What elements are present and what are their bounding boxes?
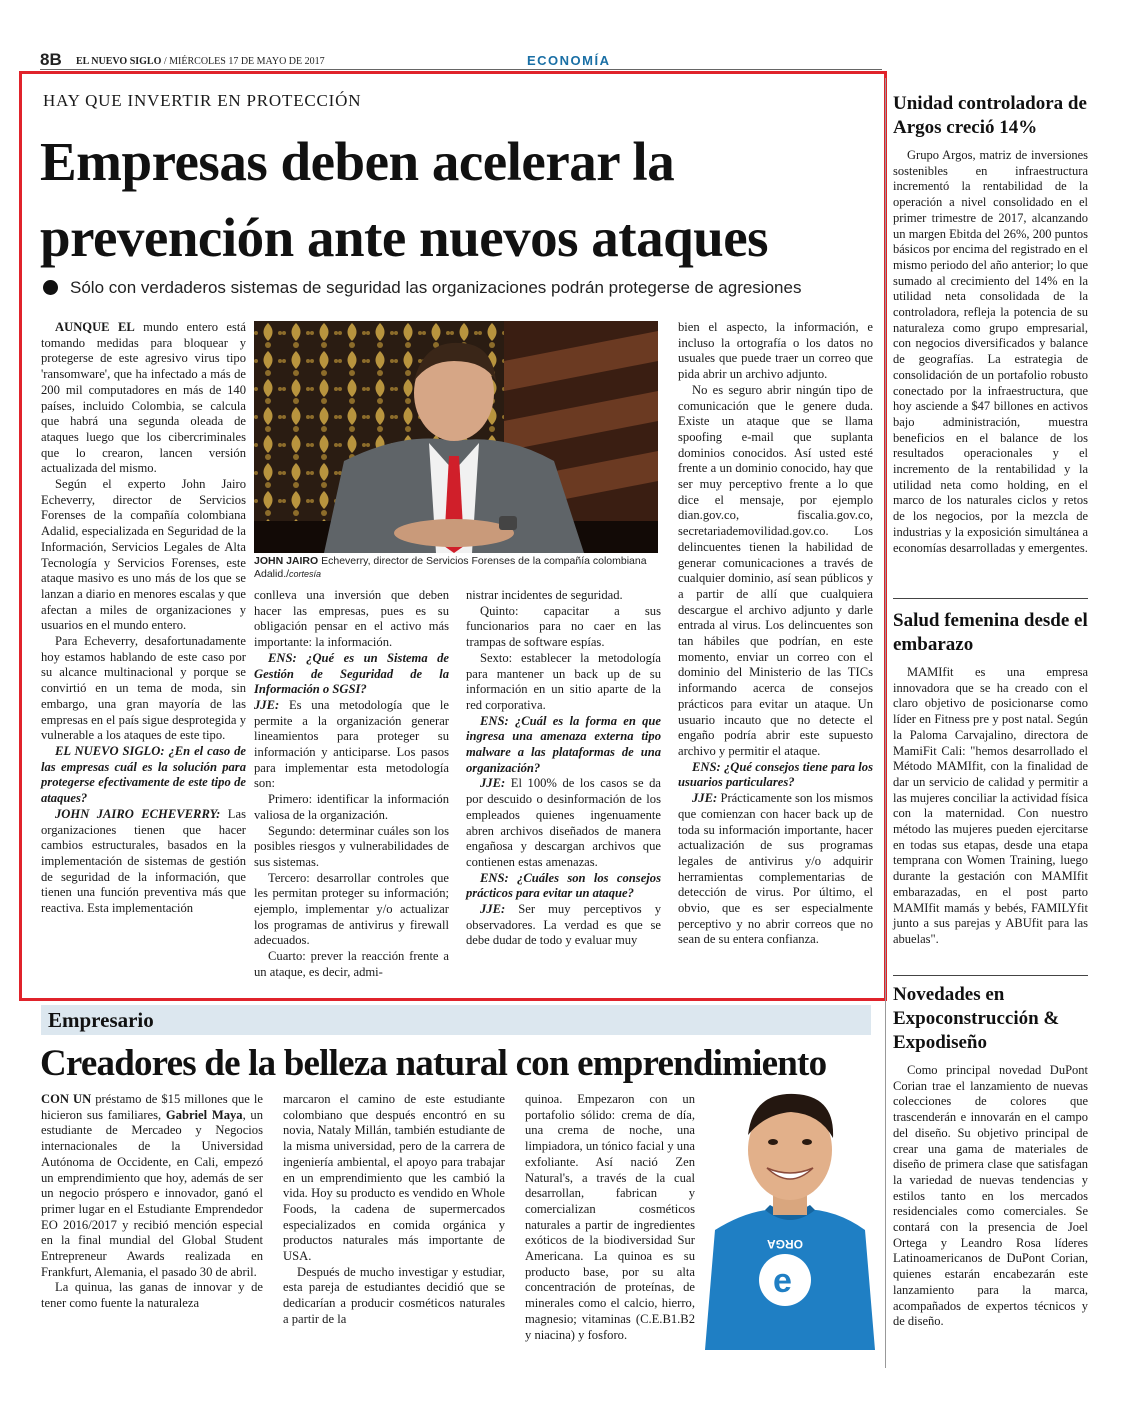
- photo-caption: [254, 555, 658, 581]
- brief-title: Novedades en Expoconstrucción & Expodiseño: [893, 984, 1060, 1053]
- shirt-text: ORGA: [767, 1237, 803, 1251]
- speaker-label: JJE:: [480, 902, 506, 917]
- paragraph: No es seguro abrir ningún tipo de comunicación que le genere duda. Existe un ataque que se llama spoofing e-mail que suplanta dominios conocidos. Así usted esté frente a un dominio conocido, hay que ser muy perceptivo frente a lo que dice el mensaje, por ejemplo dian.gov.co, fiscalia.gov.co, secretariademovilidad.gov.co. Los delincuentes tienen la habilidad de generar comunicaciones a través de cualquier dominio, así sean públicos y a partir de allí que cualquiera descargue el archivo adjunto y darle entrada al virus. Los delincuentes son tan hábiles que podrían, en este momento, enviar un correo con el dominio del Ministerio de las TICs informando acerca de consejos prácticos para evitar un ataque. Un usuario incauto que no detecte el engaño podría abrir este supuesto archivo y permitir el ataque.: [678, 382, 873, 758]
- paragraph: Según el experto John Jairo Echeverry, director de Servicios Forenses de la compañía colombiana Adalid, especializada en Seguridad de la Información, Servicios Legales de Alta Tecnología y Servicios Forenses, este ataque masivo es uno más de los que se lanzan a diario en menores escalas y que afectan a miles de organizaciones y usuarios en el mundo entero.: [41, 477, 246, 633]
- paragraph: Tercero: desarrollar controles que les permitan proteger su información; ejemplo, implementar y/o actualizar los programas de antivirus y firewall adecuados.: [254, 870, 449, 948]
- lead-in: CON UN: [41, 1092, 92, 1106]
- caption-text: Echeverry, director de Servicios Forenses de la compañía colombiana Adalid./: [254, 555, 647, 580]
- rail-divider: [885, 78, 886, 1368]
- article-column-3: [466, 588, 661, 949]
- paragraph: Segundo: determinar cuáles son los posibles riesgos y vulnerabilidades de sus sistemas.: [254, 823, 449, 869]
- bullet-icon: [43, 280, 58, 295]
- interview-question: ENS: ¿Qué es un Sistema de Gestión de Seguridad de la Información o SGSI?: [254, 650, 449, 697]
- interview-question: ENS: ¿Cuáles son los consejos prácticos para evitar un ataque?: [466, 870, 661, 901]
- bottom-column-2: [283, 1092, 505, 1328]
- interview-answer: Prácticamente son los mismos que comienzan con hacer back up de toda su información importante, hacer actualización de sus programas legales de antivirus y/o adquirir herramientas complementarias de detección de virus. Por último, el obvio, que es ser especialmente perceptivo y no abrir correos que no sean de su entera confianza.: [678, 791, 873, 947]
- bottom-column-1: [41, 1092, 263, 1312]
- tag-bar: [41, 1005, 871, 1035]
- paragraph: nistrar incidentes de seguridad.: [466, 588, 623, 602]
- brief-divider: [893, 975, 1088, 976]
- brief-title: Unidad controladora de Argos creció 14%: [893, 93, 1087, 138]
- photo-illustration: [254, 321, 658, 553]
- paragraph: quinoa. Empezaron con un portafolio sólido: crema de día, una crema de noche, una limpiadora, un tónico facial y una exfoliante. Así nació Zen Natural's, a través de la cual desarrollan, fabrican y comercializan cosméticos naturales a partir de ingredientes exóticos de la biodiversidad Sur Americana. La quinoa es su producto base, por su alta concentración de proteínas, de minerales como el calcio, hierro, magnesio; vitaminas (C.E.B1.B2 y niacina) y fosforo.: [525, 1092, 695, 1342]
- brief-mamifit: [893, 609, 1088, 948]
- bottom-headline: Creadores de la belleza natural con emprendimiento: [40, 1043, 827, 1084]
- brief-divider: [893, 598, 1088, 599]
- kicker: HAY QUE INVERTIR EN PROTECCIÓN: [43, 91, 362, 110]
- paragraph: bien el aspecto, la información, e incluso la ortografía o los datos no usuales que puede traer un correo que pida abrir un archivo adjunto.: [678, 320, 873, 382]
- brief-body: MAMIfit es una empresa innovadora que se ha creado con el claro objetivo de posicionarse como líder en Fitness pre y post natal. Según la Paloma Carvajalino, directora de MamiFit Cali: "hemos desarrollado el Método MAMIfit, con la finalidad de dar un servicio de calidad y permitir a las mujeres conciliar la actividad física con la maternidad. Con nuestro método las mujeres pueden ejercitarse en todas sus etapas, desde una etapa temprana con Women Training, luego durante la gestación con MAMIfit embarazadas, en el post parto MAMIfit mamás y bebés, FAMILYfit junto a sus parejas y ABUfit para las abuelas".: [893, 665, 1088, 946]
- subheadline: [43, 278, 883, 298]
- subheadline-text: Sólo con verdaderos sistemas de seguridad las organizaciones podrán protegerse de agresiones: [70, 278, 802, 297]
- date-line: / MIÉRCOLES 17 DE MAYO DE 2017: [163, 56, 325, 67]
- interview-question: EL NUEVO SIGLO: ¿En el caso de las empresas cuál es la solución para protegerse efectivamente de este tipo de ataques?: [41, 743, 246, 806]
- header-rule: [40, 69, 882, 70]
- paragraph: Cuarto: prever la reacción frente a un ataque, es decir, admi-: [254, 949, 449, 979]
- interview-answer: El 100% de los casos se da por descuido o desinformación de los empleados quienes ingenuamente abren archivos diseñados de manera engañosa y descargan archivos que contienen estas amenazas.: [466, 776, 661, 869]
- text: , un estudiante de Mercadeo y Negocios internacionales de la Universidad Autónoma de Occidente, en Cali, empezó un emprendimiento que hoy, además de ser un negocio próspero e innovador, ganó el primer lugar en el Estudiante Emprendedor EO 2016/2017 y recibió mención especial en la final mundial del Global Student Entrepreneur Awards realizada en Frankfurt, Alemania, el pasado 30 de abril.: [41, 1107, 264, 1279]
- paragraph: Sexto: establecer la metodología para mantener un back up de su información en un sitio aparte de la red corporativa.: [466, 650, 661, 712]
- paragraph: Para Echeverry, desafortunadamente hoy estamos hablando de este caso por su alcance multinacional y porque se convirtió en un tema de moda, sin embargo, una gran mayoría de las empresas en el país sigue desprotegida y vulnerable a los ataques de este tipo.: [41, 634, 246, 743]
- article-column-4: [678, 320, 873, 948]
- speaker-label: JJE:: [692, 791, 718, 806]
- brief-body: Como principal novedad DuPont Corian trae el lanzamiento de nuevas colecciones de colores que trascenderán e innovarán en el campo del diseño. Su objetivo principal de crear una gama de materiales de diseño de primera clase que satisfagan la variedad de nuevas tendencias y estilos tanto en los mercados residenciales como comerciales. Se contará con la presencia de Joel Ortega y Leandro Rosa líderes Latinoamericanos de DuPont Corian, quienes estarán encabezarán este lanzamiento para la marca, acompañados de expertos técnicos y de diseño.: [893, 1063, 1088, 1329]
- brief-argos: [893, 92, 1088, 556]
- entrepreneur-photo: [695, 1080, 875, 1350]
- photo-illustration: [695, 1080, 875, 1350]
- paragraph: conlleva una inversión que deben hacer las empresas, pues es su obligación pensar en el activo más importante: la información.: [254, 588, 449, 650]
- paragraph: Primero: identificar la información valiosa de la organización.: [254, 792, 449, 822]
- interview-answer: Ser muy perceptivos y observadores. La verdad es que se debe dudar de todo y evaluar muy: [466, 902, 661, 948]
- main-headline: Empresas deben acelerar la prevención ante nuevos ataques: [40, 131, 769, 268]
- story-tag: Empresario: [48, 1008, 154, 1032]
- interview-question: ENS: ¿Cuál es la forma en que ingresa una amenaza externa tipo malware a las plataformas de una organización?: [466, 713, 661, 775]
- speaker-label: JJE:: [480, 776, 506, 791]
- paragraph: La quinua, las ganas de innovar y de tener como fuente la naturaleza: [41, 1280, 263, 1311]
- paragraph: [41, 1092, 263, 1280]
- paper-name: EL NUEVO SIGLO: [76, 56, 162, 67]
- interview-question: ENS: ¿Qué consejos tiene para los usuarios particulares?: [678, 759, 873, 790]
- lead-in: AUNQUE EL: [55, 320, 135, 334]
- shirt-logo-e: e: [773, 1262, 792, 1300]
- brief-expoconstruccion: [893, 983, 1088, 1330]
- text: préstamo de $15 millones que le hicieron sus familiares,: [41, 1092, 264, 1122]
- paragraph: mundo entero está tomando medidas para bloquear y protegerse de este agresivo virus tipo 'ransomware', que ha infectado a más de 200 mil computadores en más de 140 países, incluido Colombia, se calcula que habrá una segunda oleada de ataques luego que los cibercriminales que lo crearon, lancen versión actualizada del mismo.: [41, 320, 246, 476]
- interview-answer: Es una metodología que le permite a la organización generar lineamientos para proteger su información y anticiparse. Los pasos para implementar esta metodología son:: [254, 697, 449, 791]
- paragraph: Quinto: capacitar a sus funcionarios para no caer en las trampas de software espías.: [466, 603, 661, 650]
- masthead-line: [76, 56, 325, 67]
- person-name: Gabriel Maya: [165, 1107, 243, 1122]
- article-column-1: [41, 320, 246, 917]
- caption-name: JOHN JAIRO: [254, 555, 319, 567]
- article-column-2: [254, 588, 449, 981]
- caption-credit: cortesía: [289, 569, 322, 579]
- brief-title: Salud femenina desde el embarazo: [893, 610, 1088, 655]
- page-number: 8B: [40, 50, 62, 69]
- brief-body: Grupo Argos, matriz de inversiones sostenibles en infraestructura incrementó la rentabilidad de la operación a nivel consolidado en el primer trimestre de 2017, alcanzando un margen Ebitda del 26%, 200 puntos básicos por encima del registrado en el mismo periodo del año anterior; lo que sumado al crecimiento del 14% en la utilidad neta consolidada de la controladora, refleja la potencia de su naturaleza como grupo empresarial, con negocios diversificados y balance de geografías. La estrategia de consolidación de un portafolio robusto conectado por la infraestructura, que hoy asciende a $47 billones en activos bajo administración, muestra beneficios en el balance de los resultados operacionales y el incremento de la rentabilidad y la utilidad neta como holding, en el marco de los naturales ciclos y retos de los negocios, por la mezcla de industrias y la exposición simultánea a economías desarrolladas y emergentes.: [893, 148, 1088, 555]
- paragraph: marcaron el camino de este estudiante colombiano que después encontró en su novia, Nataly Millán, también estudiante de la misma universidad, pero de la carrera de ingeniería ambiental, el apoyo para trabajar en un emprendimiento que les cambió la vida. Hoy su producto es vendido en Whole Foods, la cadena de supermercados especializados en comida orgánica y productos naturales más importante de USA.: [283, 1092, 505, 1264]
- bottom-column-3: [525, 1092, 695, 1343]
- paragraph: Después de mucho investigar y estudiar, esta pareja de estudiantes decidió que se dedicarían a producir cosméticos naturales a partir de la: [283, 1264, 505, 1326]
- section-label: ECONOMÍA: [527, 53, 611, 68]
- portrait-photo: [254, 321, 658, 553]
- speaker-label: JJE:: [254, 697, 280, 712]
- speaker-label: JOHN JAIRO ECHEVERRY:: [55, 806, 221, 821]
- interview-answer: Las organizaciones tienen que hacer cambios estructurales, basados en la implementación de sistemas de gestión de seguridad de la información, que tienen una función preventiva más que reactiva. Esta implementación: [41, 806, 246, 916]
